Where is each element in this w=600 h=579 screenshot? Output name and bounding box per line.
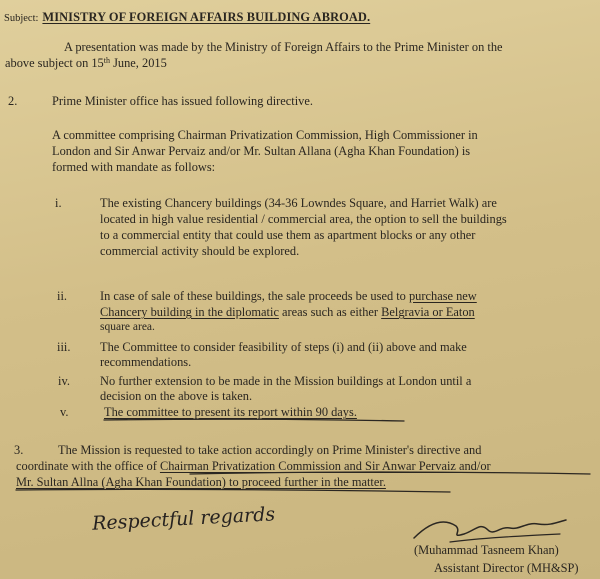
committee-line-2: London and Sir Anwar Pervaiz and/or Mr. Sultan Allana (Agha Khan Foundation) is: [52, 144, 471, 158]
pen-underline-para3-a: [190, 472, 590, 474]
signatory-name: (Muhammad Tasneem Khan): [414, 543, 559, 557]
item-ii-line-3: square area.: [100, 321, 155, 333]
committee-line-3: formed with mandate as follows:: [52, 160, 216, 174]
committee-line-1: A committee comprising Chairman Privatization Commission, High Commissioner in: [52, 128, 478, 142]
para3-line-1: The Mission is requested to take action accordingly on Prime Minister's directive and: [58, 443, 482, 457]
para1-date-rest: June, 2015: [110, 56, 167, 70]
item-ii-underline-b: Chancery building in the diplomatic: [100, 305, 279, 319]
item-ii-underline-c: Belgravia or Eaton: [381, 305, 475, 319]
item-i-line-2: located in high value residential / commercial area, the option to sell the buildings: [100, 212, 507, 226]
item-i-line-3: to a commercial entity that could use them as apartment blocks or any other: [100, 228, 476, 242]
para3-underline-a: Chairman Privatization Commission and Sir Anwar Pervaiz and/or: [159, 459, 491, 473]
item-i-line-4: commercial activity should be explored.: [100, 244, 300, 258]
pen-underline-para3-b: [16, 489, 450, 492]
item-ii-underline-a: purchase new: [408, 289, 477, 303]
para2-lead: Prime Minister office has issued following directive.: [52, 94, 313, 108]
para1-line1: A presentation was made by the Ministry of Foreign Affairs to the Prime Minister on the: [64, 40, 503, 54]
pen-underline-item-v: [104, 419, 404, 421]
para3-text-a: coordinate with the office of: [16, 459, 160, 473]
signatory-title: Assistant Director (MH&SP): [434, 561, 579, 575]
item-i-numeral: i.: [55, 196, 62, 210]
para3-number: 3.: [14, 443, 24, 457]
item-ii-text-b: areas such as either: [278, 305, 382, 319]
para1-date-sup: th: [103, 56, 110, 65]
para3-line-3: Mr. Sultan Allna (Agha Khan Foundation) to proceed further in the matter.: [16, 475, 386, 489]
item-iv-line-2: decision on the above is taken.: [100, 389, 253, 403]
item-v-numeral: v.: [60, 405, 69, 419]
respectful-regards: Respectful regards: [91, 503, 276, 535]
item-i-line-1: The existing Chancery buildings (34-36 Lowndes Square, and Harriet Walk) are: [100, 196, 497, 210]
item-iii-line-1: The Committee to consider feasibility of steps (i) and (ii) above and make: [100, 340, 467, 354]
item-iii-line-2: recommendations.: [100, 355, 192, 369]
item-v-text: The committee to present its report within 90 days.: [104, 405, 357, 419]
subject-title: MINISTRY OF FOREIGN AFFAIRS BUILDING ABROAD.: [42, 10, 371, 24]
subject-label: Subject:: [4, 13, 39, 24]
item-ii-text-a: In case of sale of these buildings, the sale proceeds be used to: [100, 289, 409, 303]
para2-number: 2.: [8, 94, 18, 108]
para1-date-text: above subject on 15: [5, 56, 104, 70]
item-iv-line-1: No further extension to be made in the Mission buildings at London until a: [100, 374, 472, 388]
item-ii-numeral: ii.: [57, 289, 67, 303]
item-iii-numeral: iii.: [57, 340, 71, 354]
item-iv-numeral: iv.: [58, 374, 70, 388]
